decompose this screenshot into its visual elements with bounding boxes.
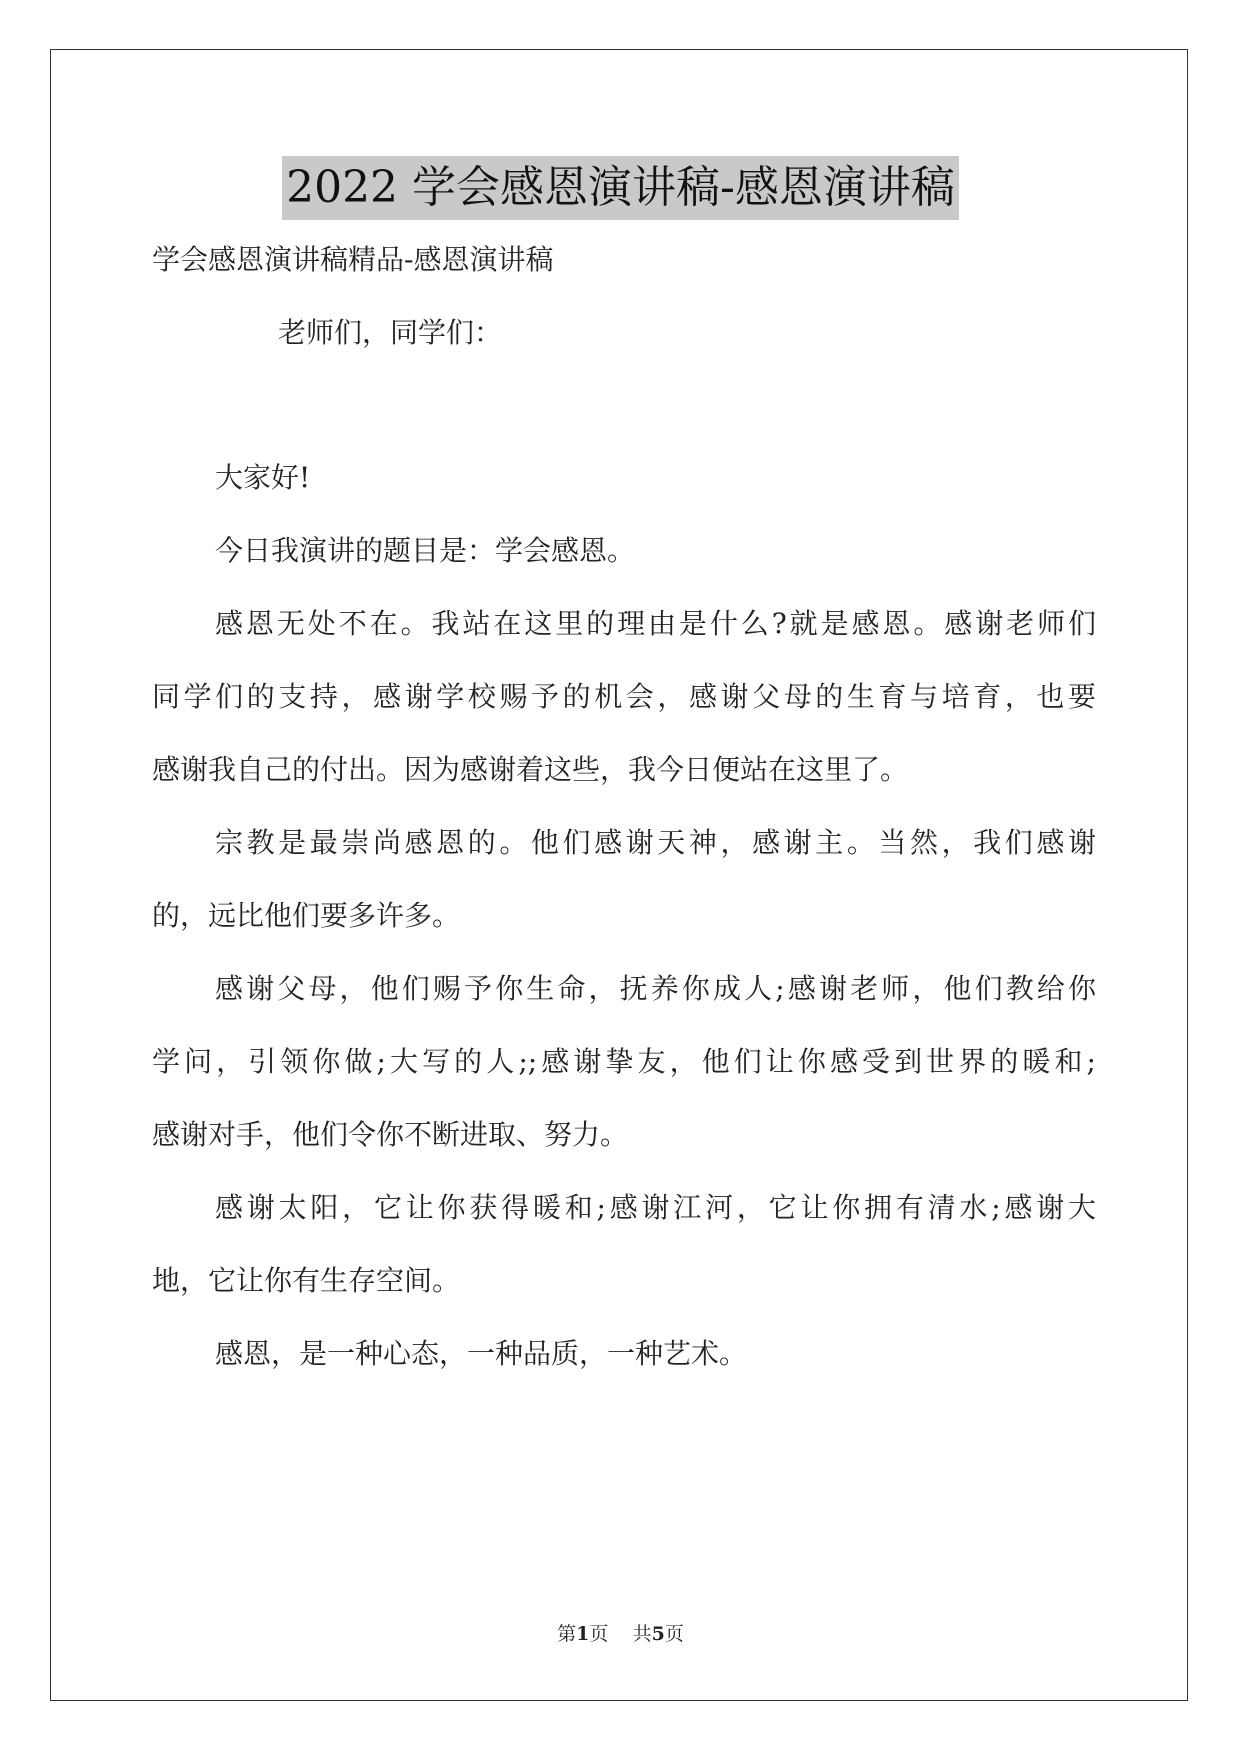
paragraph-line: 感谢对手，他们令你不断进取、努力。 (152, 1118, 629, 1151)
paragraph-line: 今日我演讲的题目是：学会感恩。 (215, 534, 636, 567)
greeting: 老师们，同学们： (278, 316, 503, 349)
paragraph-line: 感谢我自己的付出。因为感谢着这些，我今日便站在这里了。 (152, 753, 909, 786)
paragraph-line: 感谢父母，他们赐予你生命，抚养你成人;感谢老师，他们教给你 (215, 972, 1096, 1005)
paragraph-line: 感恩无处不在。我站在这里的理由是什么?就是感恩。感谢老师们 (215, 607, 1096, 640)
paragraph-line: 宗教是最崇尚感恩的。他们感谢天神，感谢主。当然，我们感谢 (215, 826, 1096, 859)
paragraph-line: 学问，引领你做;大写的人;;感谢挚友，他们让你感受到世界的暖和; (152, 1045, 1096, 1078)
page-border (50, 49, 1188, 1701)
paragraph-line: 感恩，是一种心态，一种品质，一种艺术。 (215, 1337, 748, 1370)
total-suffix: 页 (664, 1623, 684, 1645)
paragraph-line: 感谢太阳，它让你获得暖和;感谢江河，它让你拥有清水;感谢大 (215, 1191, 1096, 1224)
document-title-text: 2022 学会感恩演讲稿-感恩演讲稿 (282, 156, 959, 220)
page-suffix: 页 (589, 1623, 609, 1645)
paragraph-line: 同学们的支持，感谢学校赐予的机会，感谢父母的生育与培育，也要 (152, 680, 1096, 713)
paragraph-line: 的，远比他们要多许多。 (152, 899, 461, 932)
total-pages: 5 (651, 1623, 665, 1645)
document-title (0, 156, 1241, 220)
hello-line: 大家好! (215, 461, 311, 494)
total-prefix: 共 (632, 1623, 652, 1645)
page-prefix: 第 (557, 1623, 577, 1645)
document-subtitle: 学会感恩演讲稿精品-感恩演讲稿 (152, 243, 554, 276)
paragraph-line: 地，它让你有生存空间。 (152, 1264, 461, 1297)
page-number: 1 (576, 1623, 590, 1645)
page-footer (0, 1621, 1241, 1647)
